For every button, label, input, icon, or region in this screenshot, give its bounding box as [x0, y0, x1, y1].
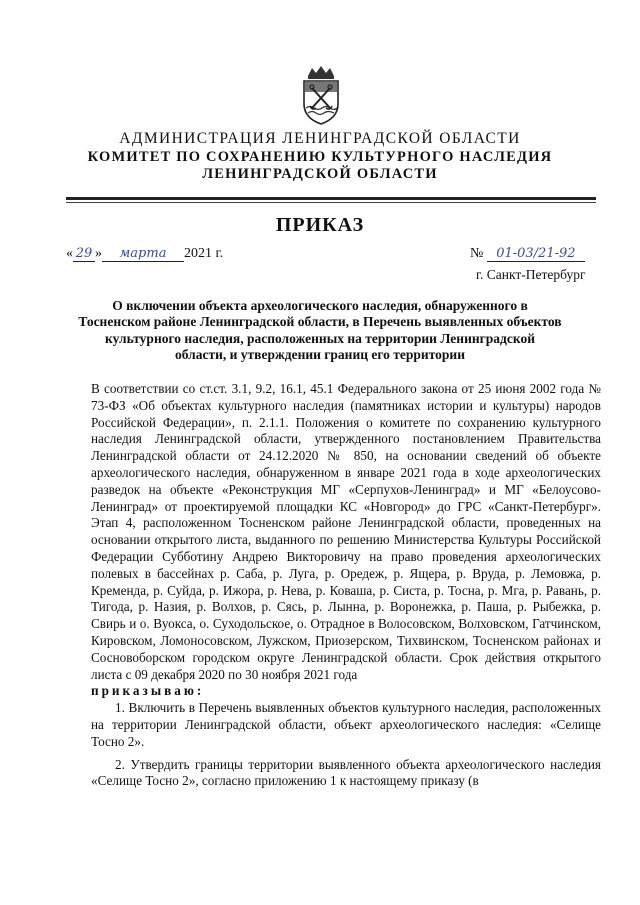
order-number — [470, 246, 585, 262]
orders-word — [91, 683, 601, 700]
order-item-1: 1. Включить в Перечень выявленных объектов культурного наследия, расположенных на территории Ленинградской области, объект археологического наследия: «Селище Тосно 2». — [91, 700, 601, 749]
header-divider-thin — [66, 202, 596, 203]
order-date — [66, 246, 223, 262]
date-close-quote: » — [95, 246, 102, 261]
order-subject: О включении объекта археологического наследия, обнаруженного в Тосненском районе Ленинградской области, в Перечень выявленных объектов культурного наследия, расположенных на территории Ленинградской области, и утверждении границ его территории — [78, 298, 562, 363]
header-divider-thick — [66, 197, 596, 200]
coat-of-arms-icon — [300, 64, 342, 126]
number-label: № — [470, 246, 484, 261]
preamble-paragraph: В соответствии со ст.ст. 3.1, 9.2, 16.1, 45.1 Федерального закона от 25 июня 2002 года № 73-ФЗ «Об объектах культурного наследия (памятниках истории и культуры) народов Российской Федерации», п. 2.1.1. Положения о комитете по сохранению культурного наследия Ленинградской области, утвержденного постановлением Правительства Ленинградской области от 24.12.2020 № 850, на основании сведений об объекте археологического наследия, обнаруженном в январе 2021 года в ходе археологических разведок на объекте «Реконструкция МГ «Серпухов-Ленинград» и МГ «Белоусово-Ленинград» от проектируемой площадки КС «Новгород» до ГРС «Санкт-Петербург». Этап 4, расположенном Тосненском районе Ленинградской области, проведенных на основании открытого листа, выданного по решению Министерства Культуры Российской Федерации Субботину Андрею Викторовичу на право проведения археологических полевых в бассейнах р. Саба, р. Луга, р. Оредеж, р. Ящера, р. Вруда, р. Лемовжа, р. Кременда, р. Суйда, р. Ижора, р. Нева, р. Коваша, р. Систа, р. Тосна, р. Мга, р. Равань, р. Тигода, р. Назия, р. Волхов, р. Сясь, р. Лынна, р. Воронежка, р. Паша, р. Рыбежка, р. Свирь и о. Вуокса, о. Суходольское, о. Отрадное в Волосовском, Волховском, Гатчинском, Кировском, Ломоносовском, Лужском, Приозерском, Тихвинском, Тосненском районах и Сосновоборском городском округе Ленинградской области. Срок действия открытого листа с 09 декабря 2020 по 30 ноября 2021 года — [91, 381, 601, 682]
city: г. Санкт-Петербург — [476, 267, 586, 282]
date-month: марта — [102, 246, 184, 262]
orders-keyword: приказываю: — [91, 683, 205, 699]
date-day: 29 — [73, 246, 95, 262]
org-name-line2: КОМИТЕТ ПО СОХРАНЕНИЮ КУЛЬТУРНОГО НАСЛЕДИЯ — [87, 149, 553, 165]
number-value: 01-03/21-92 — [487, 246, 585, 262]
document-body — [91, 381, 601, 790]
org-name-line1: АДМИНИСТРАЦИЯ ЛЕНИНГРАДСКОЙ ОБЛАСТИ — [119, 130, 521, 147]
date-year: 2021 г. — [184, 246, 224, 261]
document-title: ПРИКАЗ — [275, 214, 365, 236]
date-open-quote: « — [66, 246, 73, 261]
org-name-line3: ЛЕНИНГРАДСКОЙ ОБЛАСТИ — [202, 166, 438, 182]
order-item-2: 2. Утвердить границы территории выявленного объекта археологического наследия «Селище Тосно 2», согласно приложению 1 к настоящему приказу (в — [91, 756, 601, 789]
